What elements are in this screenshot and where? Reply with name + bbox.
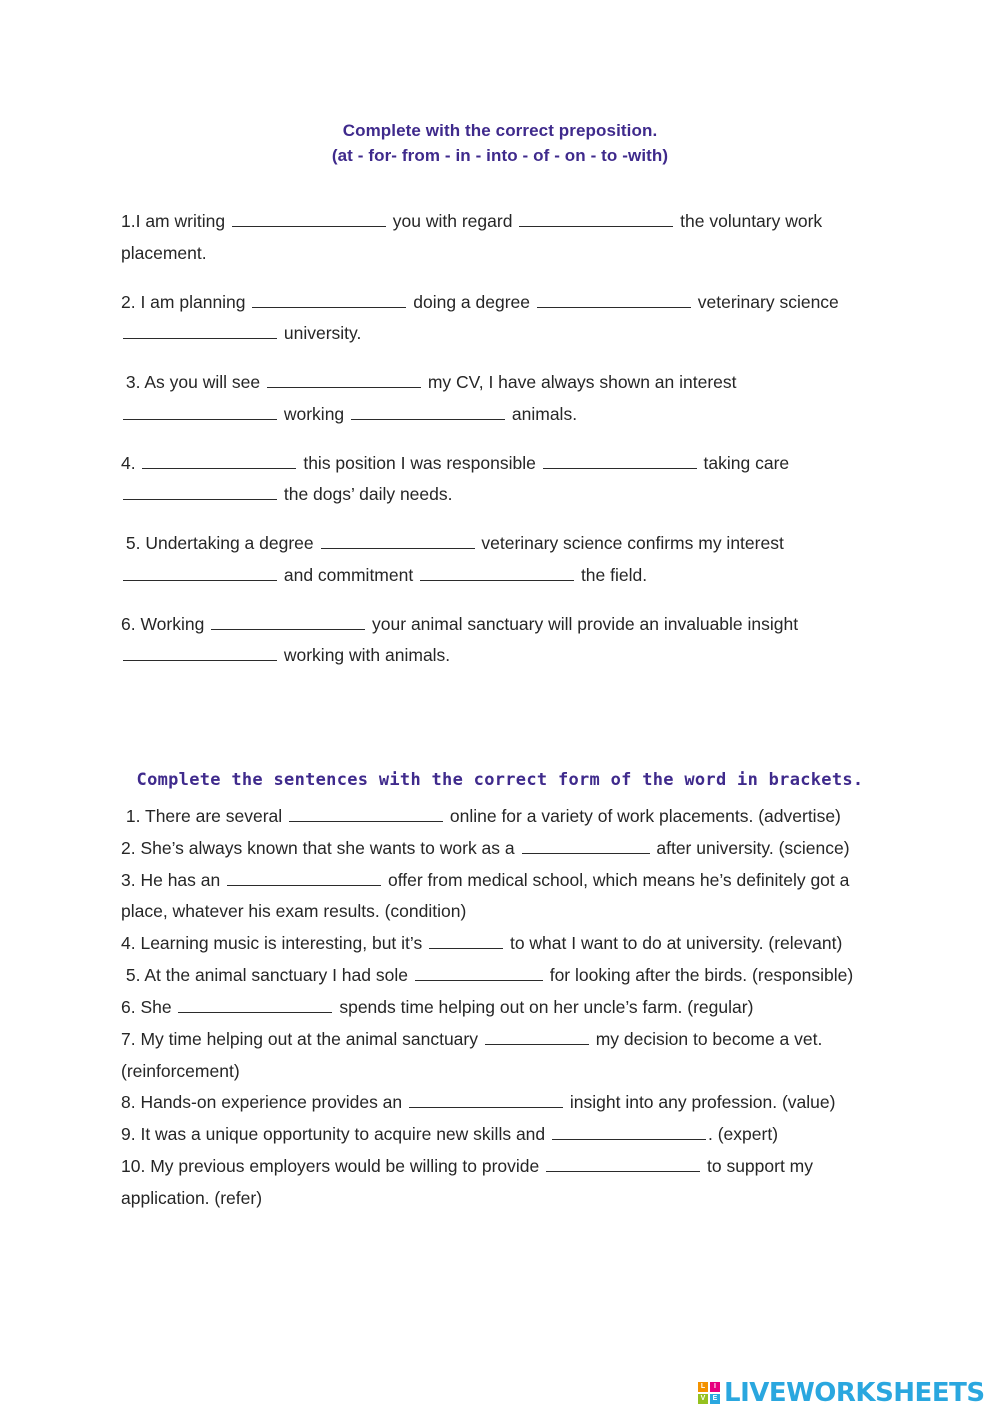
- s1-line: 5. Undertaking a degree veterinary science confirms my interest: [121, 533, 784, 553]
- answer-blank[interactable]: [142, 454, 296, 469]
- answer-blank[interactable]: [485, 1030, 589, 1045]
- answer-blank[interactable]: [123, 324, 277, 339]
- answer-blank[interactable]: [552, 1125, 706, 1140]
- answer-blank[interactable]: [232, 212, 386, 227]
- s1-line: 2. I am planning doing a degree veterinary science: [121, 292, 839, 312]
- s1-line: 4. this position I was responsible taking care: [121, 453, 790, 473]
- answer-blank[interactable]: [252, 293, 406, 308]
- answer-blank[interactable]: [537, 293, 691, 308]
- s2-line: 3. He has an offer from medical school, which means he’s definitely got a: [121, 870, 850, 890]
- answer-blank[interactable]: [123, 566, 277, 581]
- answer-blank[interactable]: [351, 405, 505, 420]
- answer-blank[interactable]: [289, 807, 443, 822]
- answer-blank[interactable]: [429, 934, 503, 949]
- answer-blank[interactable]: [420, 566, 574, 581]
- answer-blank[interactable]: [123, 485, 277, 500]
- s1-line: 6. Working your animal sanctuary will provide an invaluable insight: [121, 614, 799, 634]
- section1-title: Complete with the correct preposition.: [342, 121, 658, 140]
- s2-line: 10. My previous employers would be willing to provide to support my: [121, 1156, 814, 1176]
- s1-line: and commitment the field.: [121, 565, 647, 586]
- answer-blank[interactable]: [211, 615, 365, 630]
- answer-blank[interactable]: [178, 998, 332, 1013]
- answer-blank[interactable]: [321, 534, 475, 549]
- section2-title: Complete the sentences with the correct form of the word in brackets.: [136, 770, 864, 790]
- logo-mark-icon: L I V E: [698, 1382, 720, 1404]
- s2-line: 5. At the animal sanctuary I had sole for looking after the birds. (responsible): [121, 965, 854, 985]
- s1-line: working with animals.: [121, 645, 450, 666]
- s1-line: 3. As you will see my CV, I have always shown an interest: [121, 372, 737, 392]
- answer-blank[interactable]: [546, 1157, 700, 1172]
- s2-line: (reinforcement): [121, 1061, 240, 1081]
- brand-text: LIVEWORKSHEETS: [724, 1378, 985, 1408]
- s2-line: 1. There are several online for a variety of work placements. (advertise): [121, 806, 841, 826]
- s2-line: application. (refer): [121, 1188, 263, 1208]
- s1-line: university.: [121, 323, 361, 344]
- section1-word-bank: (at - for- from - in - into - of - on - to -with): [331, 146, 669, 165]
- s2-line: 2. She’s always known that she wants to work as a after university. (science): [121, 838, 850, 858]
- liveworksheets-logo: [698, 1378, 985, 1408]
- answer-blank[interactable]: [227, 871, 381, 886]
- s1-line: 1.I am writing you with regard the voluntary work: [121, 211, 823, 231]
- s2-line: place, whatever his exam results. (condition): [121, 901, 467, 921]
- s2-line: 6. She spends time helping out on her uncle’s farm. (regular): [121, 997, 754, 1017]
- answer-blank[interactable]: [123, 646, 277, 661]
- s2-line: 8. Hands-on experience provides an insight into any profession. (value): [121, 1092, 836, 1112]
- answer-blank[interactable]: [267, 373, 421, 388]
- s1-line: placement.: [121, 243, 207, 263]
- answer-blank[interactable]: [409, 1093, 563, 1108]
- s1-line: the dogs’ daily needs.: [121, 484, 453, 505]
- answer-blank[interactable]: [522, 839, 650, 854]
- answer-blank[interactable]: [543, 454, 697, 469]
- answer-blank[interactable]: [123, 405, 277, 420]
- s2-line: 4. Learning music is interesting, but it’s to what I want to do at university. (relevant): [121, 933, 843, 953]
- s1-line: working animals.: [121, 404, 577, 425]
- answer-blank[interactable]: [519, 212, 673, 227]
- answer-blank[interactable]: [415, 966, 543, 981]
- s2-line: 7. My time helping out at the animal sanctuary my decision to become a vet.: [121, 1029, 823, 1049]
- s2-line: 9. It was a unique opportunity to acquire new skills and . (expert): [121, 1124, 779, 1144]
